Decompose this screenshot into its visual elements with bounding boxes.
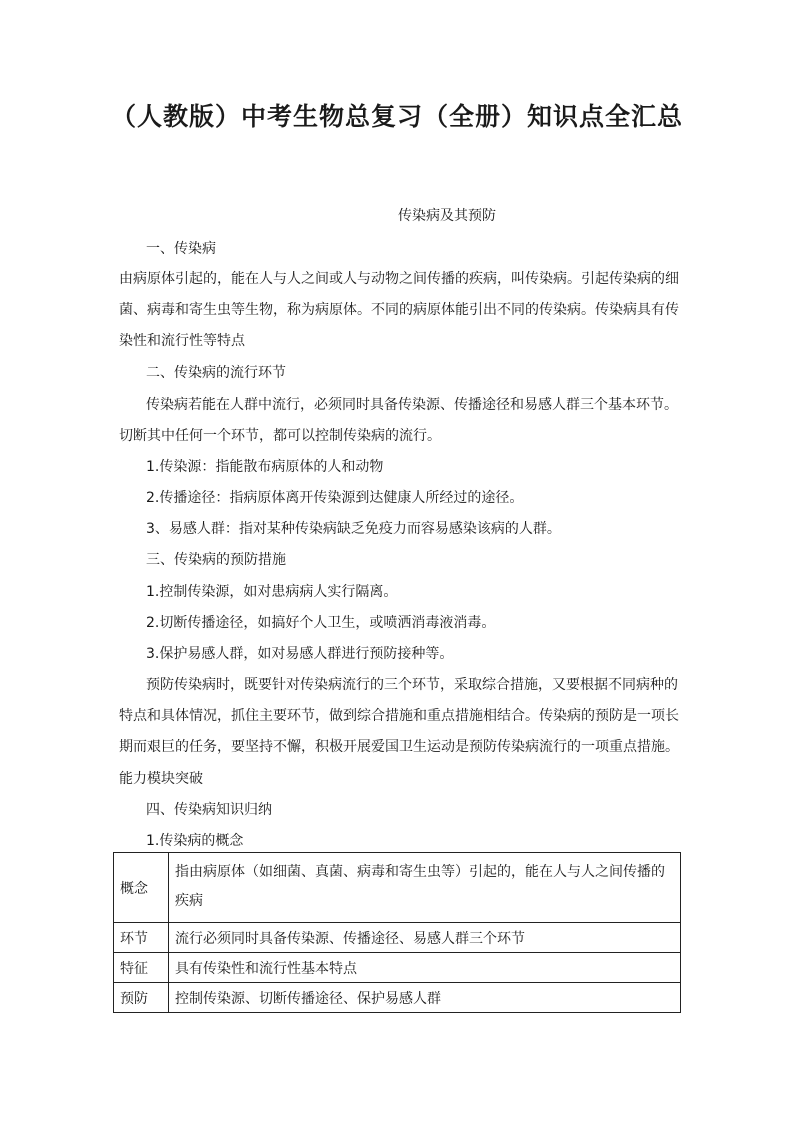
list-item: 3.保护易感人群，如对易感人群进行预防接种等。 (146, 646, 454, 662)
list-item: 1.传染源：指能散布病原体的人和动物 (146, 459, 384, 475)
table-cell-key: 预防 (114, 983, 169, 1013)
paragraph-line: 能力模块突破 (119, 771, 203, 787)
table-row (114, 953, 681, 983)
list-item: 1.传染病的概念 (146, 833, 244, 849)
table-cell-key: 环节 (114, 923, 169, 953)
table-cell-key: 概念 (114, 853, 169, 923)
table-row (114, 923, 681, 953)
paragraph-line: 特点和具体情况，抓住主要环节，做到综合措施和重点措施相结合。传染病的预防是一项长 (119, 708, 679, 724)
document-title: （人教版）中考生物总复习（全册）知识点全汇总 (110, 102, 683, 131)
table-row (114, 983, 681, 1013)
table-cell-value: 控制传染源、切断传播途径、保护易感人群 (169, 983, 681, 1013)
table-cell-key: 特征 (114, 953, 169, 983)
paragraph-line: 切断其中任何一个环节，都可以控制传染病的流行。 (119, 428, 441, 444)
table-cell-value: 流行必须同时具备传染源、传播途径、易感人群三个环节 (169, 923, 681, 953)
list-item: 2.切断传播途径，如搞好个人卫生，或喷洒消毒液消毒。 (146, 615, 496, 631)
paragraph-line: 预防传染病时，既要针对传染病流行的三个环节，采取综合措施，又要根据不同病种的 (146, 677, 678, 693)
list-item: 2.传播途径：指病原体离开传染源到达健康人所经过的途径。 (146, 490, 524, 506)
table-row (114, 853, 681, 923)
paragraph-line: 菌、病毒和寄生虫等生物，称为病原体。不同的病原体能引出不同的传染病。传染病具有传 (119, 302, 679, 318)
table-cell-value: 具有传染性和流行性基本特点 (169, 953, 681, 983)
heading-4: 四、传染病知识归纳 (146, 802, 272, 818)
list-item: 3、易感人群：指对某种传染病缺乏免疫力而容易感染该病的人群。 (146, 521, 561, 537)
paragraph-line: 期而艰巨的任务，要坚持不懈，积极开展爱国卫生运动是预防传染病流行的一项重点措施。 (119, 739, 679, 755)
heading-1: 一、传染病 (146, 241, 216, 257)
list-item: 1.控制传染源，如对患病病人实行隔离。 (146, 584, 398, 600)
table-cell-value: 指由病原体（如细菌、真菌、病毒和寄生虫等）引起的，能在人与人之间传播的疾病 (169, 853, 681, 923)
paragraph-line: 染性和流行性等特点 (119, 333, 245, 349)
section-title: 传染病及其预防 (398, 208, 496, 224)
heading-3: 三、传染病的预防措施 (146, 552, 286, 568)
paragraph-line: 传染病若能在人群中流行，必须同时具备传染源、传播途径和易感人群三个基本环节。 (146, 397, 678, 413)
heading-2: 二、传染病的流行环节 (146, 365, 286, 381)
paragraph-line: 由病原体引起的，能在人与人之间或人与动物之间传播的疾病，叫传染病。引起传染病的细 (119, 271, 679, 287)
summary-table (113, 852, 681, 1013)
